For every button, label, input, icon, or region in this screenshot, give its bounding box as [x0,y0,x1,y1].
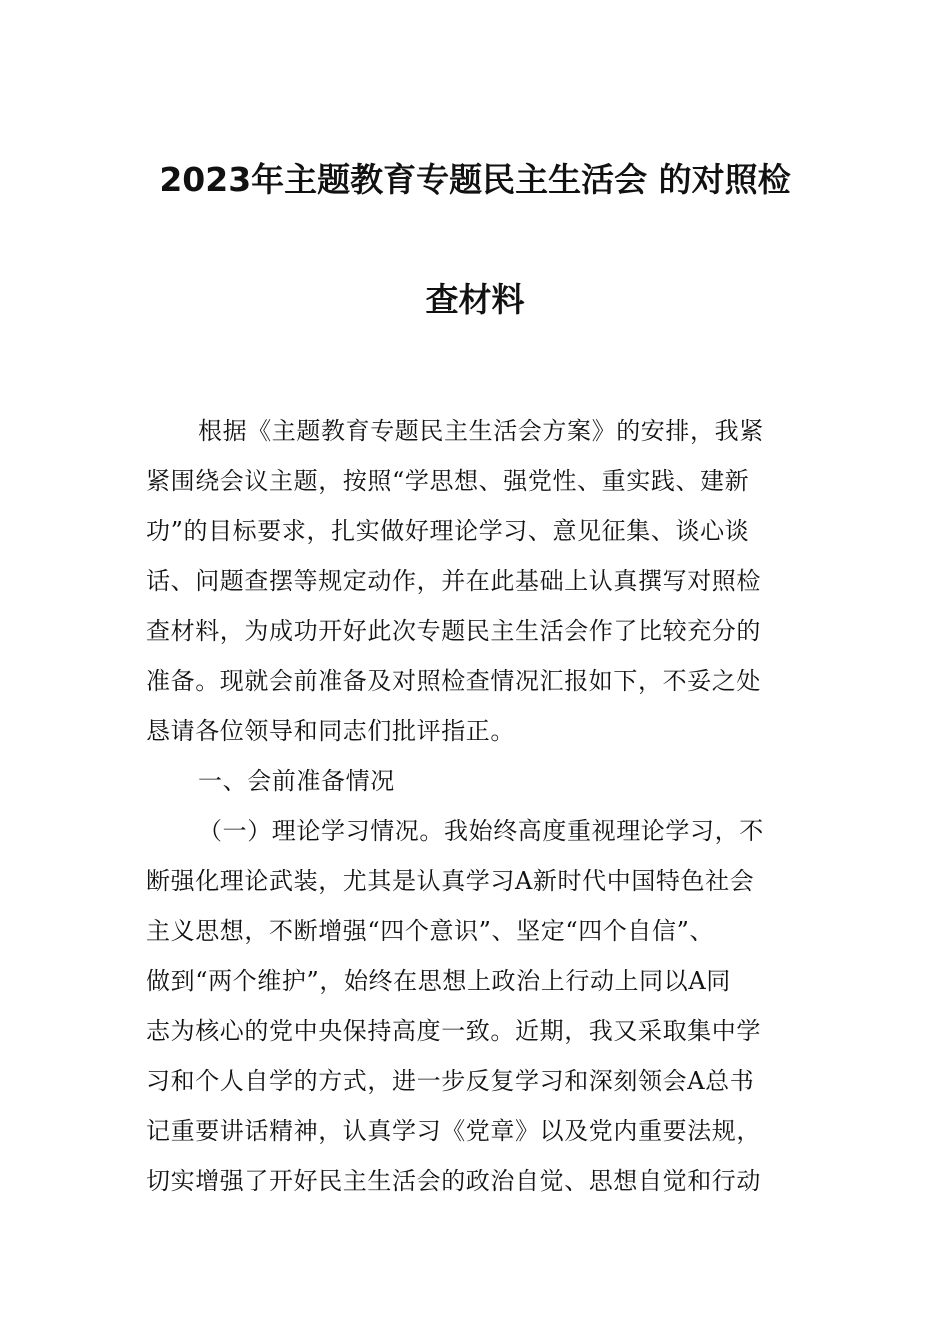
paragraph-line: 紧围绕会议主题，按照“学思想、强党性、重实践、建新 [146,467,750,495]
paragraph-line: 准备。现就会前准备及对照检查情况汇报如下，不妥之处 [146,667,761,695]
paragraph-line: 做到“两个维护”，始终在思想上政治上行动上同以A同 [146,967,731,995]
paragraph-line: 习和个人自学的方式，进一步反复学习和深刻领会A总书 [146,1067,755,1095]
document-title-line-1: 2023年主题教育专题民主生活会 的对照检 [159,160,791,199]
paragraph-line: 志为核心的党中央保持高度一致。近期，我又采取集中学 [146,1017,761,1045]
paragraph-line: 恳请各位领导和同志们批评指正。 [146,717,515,745]
paragraph-line: 查材料，为成功开好此次专题民主生活会作了比较充分的 [146,617,761,645]
paragraph-line: 记重要讲话精神，认真学习《党章》以及党内重要法规， [146,1117,761,1145]
paragraph-line: 话、问题查摆等规定动作，并在此基础上认真撰写对照检 [146,567,761,595]
paragraph-line: 断强化理论武装，尤其是认真学习A新时代中国特色社会 [146,867,755,895]
paragraph-line: 主义思想，不断增强“四个意识”、坚定“四个自信”、 [146,917,715,945]
paragraph-line: 功”的目标要求，扎实做好理论学习、意见征集、谈心谈 [146,517,750,545]
paragraph-line: 切实增强了开好民主生活会的政治自觉、思想自觉和行动 [146,1167,761,1195]
paragraph-line: （一）理论学习情况。我始终高度重视理论学习，不 [198,817,764,845]
section-heading: 一、会前准备情况 [198,767,395,795]
paragraph-line: 根据《主题教育专题民主生活会方案》的安排，我紧 [198,417,764,445]
document-title-line-2: 查材料 [425,280,525,319]
